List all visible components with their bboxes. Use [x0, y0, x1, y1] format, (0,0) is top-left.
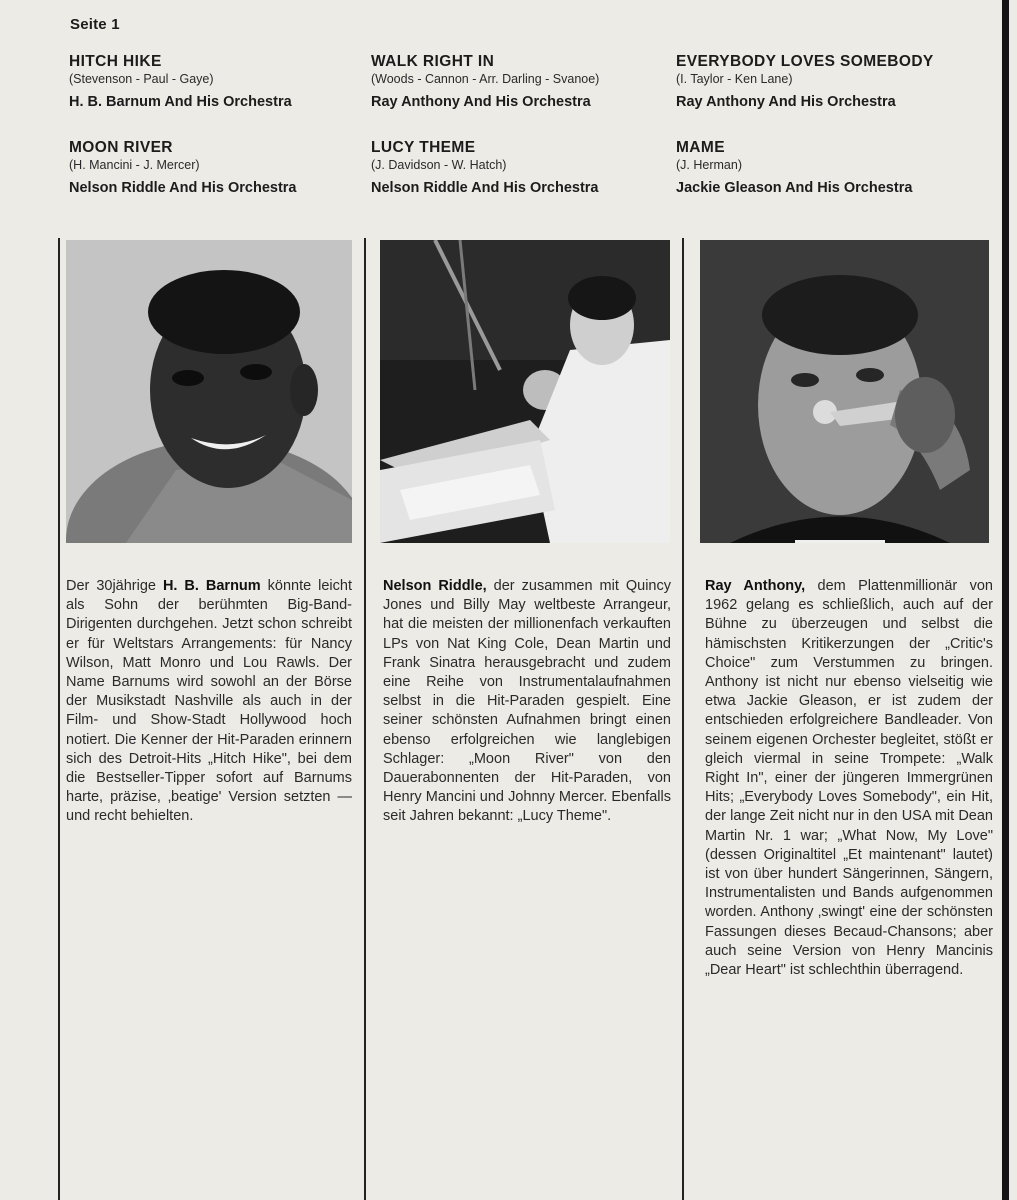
column-rule-center-left: [364, 238, 366, 1200]
track-credit: (J. Davidson - W. Hatch): [371, 158, 507, 172]
track-title: MAME: [676, 139, 725, 156]
bio-name: Ray Anthony,: [705, 578, 806, 594]
track-artist: Ray Anthony And His Orchestra: [371, 94, 591, 110]
track-credit: (Stevenson - Paul - Gaye): [69, 72, 214, 86]
track-title: WALK RIGHT IN: [371, 53, 495, 70]
photo-nelson-riddle: [380, 240, 670, 543]
column-rule-center-right: [682, 238, 684, 1200]
bio-ray-anthony: [705, 577, 993, 980]
track-credit: (J. Herman): [676, 158, 742, 172]
track-credit: (H. Mancini - J. Mercer): [69, 158, 200, 172]
bio-text: könnte leicht als Sohn der berühmten Big-Band-Dirigenten durchgehen. Jetzt schon schreibt er für Weltstars Arrangements: für Nancy Wilson, Matt Monro und Lou Rawls. Der Name Barnums wird sowohl an der Börse der Musikstadt Nashville als auch in der Film- und Show-Stadt Hollywood hoch notiert. Die Kenner der Hit-Paraden erinnern sich des Detroit-Hits „Hitch Hike", bei dem die Bestseller-Tipper sofort auf Barnums harte, präzise, ‚beatige' Version setzten — und recht behielten.: [66, 578, 352, 825]
track-title: LUCY THEME: [371, 139, 476, 156]
photo-ray-anthony: [700, 240, 989, 543]
page-edge-shadow: [1002, 0, 1009, 1200]
track-lucy-theme: [371, 139, 691, 197]
column-rule-left: [58, 238, 60, 1200]
bio-lead: Der 30jährige: [66, 578, 163, 594]
bio-name: H. B. Barnum: [162, 578, 261, 594]
photo-hb-barnum: [66, 240, 352, 543]
track-artist: Nelson Riddle And His Orchestra: [371, 180, 599, 196]
track-walk-right-in: [371, 53, 691, 111]
bio-name: Nelson Riddle,: [383, 578, 487, 594]
bio-text: dem Plattenmillionär von 1962 gelang es schließlich, auch auf der Bühne zu überzeugen und selbst die hämischsten Kritikerzungen der „Critic's Choice" zum Verstummen zu bringen. Anthony ist nicht nur ebenso vielseitig wie etwa Jackie Gleason, er ist zudem der entschieden erfolgreichere Bandleader. Von seinem eigenen Orchester begleitet, stößt er gleich viermal in seine Trompete: „Walk Right In", einer der jüngeren Immergrünen Hits; „Everybody Loves Somebody", ein Hit, der lange Zeit nicht nur in den USA mit Dean Martin Nr. 1 war; „What Now, My Love" (dessen Originaltitel „Et maintenant" lautet) ist von über hundert Sängerinnen, Sängern, Instrumentalisten und Bands aufgenommen worden. Anthony ‚swingt' eine der schönsten Fassungen dieses Becaud-Chansons; aber auch seine Version von Henry Mancinis „Dear Heart" ist schlechthin überragend.: [705, 578, 993, 979]
track-hitch-hike: [69, 53, 389, 111]
track-artist: Ray Anthony And His Orchestra: [676, 94, 896, 110]
track-artist: H. B. Barnum And His Orchestra: [69, 94, 292, 110]
bio-nelson-riddle: [383, 577, 671, 827]
track-everybody-loves-somebody: [676, 53, 996, 111]
track-title: EVERYBODY LOVES SOMEBODY: [676, 53, 934, 70]
track-credit: (I. Taylor - Ken Lane): [676, 72, 793, 86]
track-artist: Jackie Gleason And His Orchestra: [676, 180, 913, 196]
side-label: Seite 1: [70, 16, 120, 33]
track-title: HITCH HIKE: [69, 53, 162, 70]
bio-hb-barnum: [66, 577, 352, 827]
track-credit: (Woods - Cannon - Arr. Darling - Svanoe): [371, 72, 600, 86]
track-artist: Nelson Riddle And His Orchestra: [69, 180, 297, 196]
bio-text: der zusammen mit Quincy Jones und Billy May weltbeste Arrangeur, hat die meisten der millionenfach verkauften LPs von Nat King Cole, Dean Martin und Frank Sinatra herausgebracht und zudem eine Reihe von Instrumentalaufnahmen selbst in die Hit-Paraden gespielt. Eine seiner schönsten Aufnahmen bringt einen ebenso erfolgreichen wie langlebigen Schlager: „Moon River" von den Dauerabonnenten der Hit-Paraden, von Henry Mancini und Johnny Mercer. Ebenfalls seit Jahren bekannt: „Lucy Theme".: [383, 578, 671, 825]
track-mame: [676, 139, 996, 197]
track-title: MOON RIVER: [69, 139, 173, 156]
track-moon-river: [69, 139, 389, 197]
